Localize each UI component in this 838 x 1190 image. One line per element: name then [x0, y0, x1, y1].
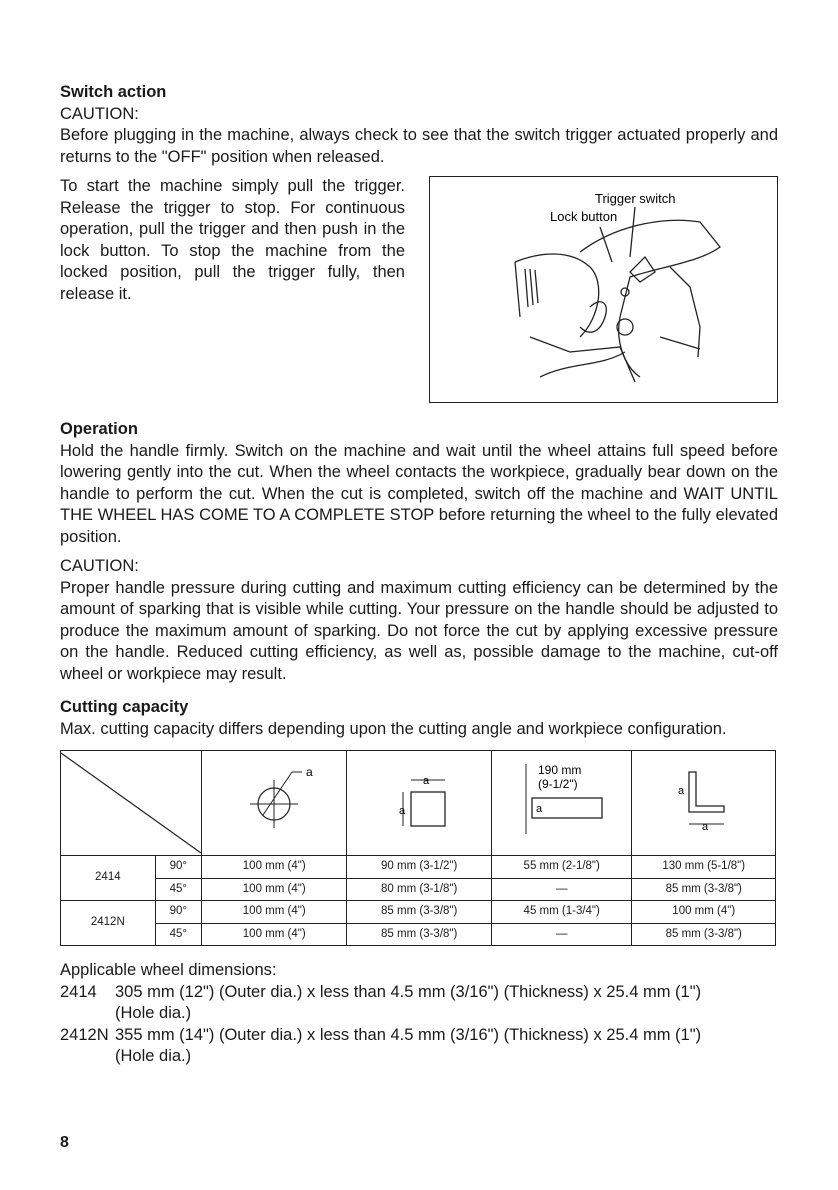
capacity-table — [60, 750, 776, 946]
round-workpiece-icon — [214, 754, 334, 844]
table-row: 45° 100 mm (4") 80 mm (3-1/8") — 85 mm (3-3/8") — [61, 878, 776, 901]
table-row: 2412N 90° 100 mm (4") 85 mm (3-3/8") 45 mm (1-3/4") 100 mm (4") — [61, 901, 776, 924]
operation-body: Hold the handle firmly. Switch on the machine and wait until the wheel attains full speed before lowering gently into the cut. When the wheel contacts the workpiece, gradually bear down on the handle to perform the cut. When the cut is completed, switch off the machine and WAIT UNTIL THE WHEEL HAS COME TO A COMPLETE STOP before returning the wheel to the fully elevated position. — [60, 441, 778, 546]
svg-text:a: a — [677, 784, 684, 797]
angle-workpiece-icon — [644, 754, 764, 844]
page-number: 8 — [60, 1134, 69, 1151]
model-cell: 2412N — [61, 901, 156, 946]
capacity-heading: Cutting capacity — [60, 698, 189, 716]
operation-heading: Operation — [60, 420, 138, 438]
switch-body: To start the machine simply pull the trigger. Release the trigger to stop. For continuous operation, pull the trigger and then push in the lock button. To stop the machine from the locked position, pull the trigger fully, then release it. — [60, 177, 405, 303]
operation-caution-text: Proper handle pressure during cutting and maximum cutting efficiency can be determined by the amount of sparking that is visible while cutting. Your pressure on the handle should be adjusted to produce the maximum amount of sparking. Do not force the cut by applying excessive pressure on the handle. Reduced cutting efficiency, as well as, possible damage to the machine, cut-off wheel or workpiece may result. — [60, 578, 778, 683]
wheel-item-cont: (Hole dia.) — [115, 1004, 192, 1022]
tool-illustration — [430, 177, 777, 402]
switch-section — [60, 176, 778, 411]
rect-workpiece-cell — [491, 751, 632, 856]
svg-text:a: a — [423, 774, 430, 787]
model-cell: 2414 — [61, 856, 156, 901]
square-workpiece-icon — [359, 754, 479, 844]
trigger-switch-label: Trigger switch — [595, 191, 676, 206]
rect-workpiece-icon — [502, 754, 622, 844]
manual-page — [60, 82, 778, 1068]
corner-cell — [61, 751, 202, 856]
wheel-dimensions-intro: Applicable wheel dimensions: — [60, 961, 277, 979]
svg-text:a: a — [306, 764, 313, 779]
switch-caution-text: Before plugging in the machine, always check to see that the switch trigger actuated properly and returns to the "OFF" position when released. — [60, 126, 778, 166]
round-workpiece-cell — [202, 751, 347, 856]
square-workpiece-cell — [347, 751, 491, 856]
wheel-item: 2414 305 mm (12") (Outer dia.) x less than 4.5 mm (3/16") (Thickness) x 25.4 mm (1") — [60, 982, 702, 1001]
switch-figure — [429, 176, 778, 403]
svg-text:a: a — [535, 802, 542, 815]
svg-text:(9-1/2"): (9-1/2") — [537, 776, 578, 791]
lock-button-label: Lock button — [550, 209, 618, 224]
wheel-item: 2412N 355 mm (14") (Outer dia.) x less than 4.5 mm (3/16") (Thickness) x 25.4 mm (1") — [60, 1025, 702, 1044]
table-row: 2414 90° 100 mm (4") 90 mm (3-1/2") 55 mm (2-1/8") 130 mm (5-1/8") — [61, 856, 776, 879]
operation-caution-label: CAUTION: — [60, 557, 139, 575]
svg-text:a: a — [399, 804, 406, 817]
capacity-body: Max. cutting capacity differs depending upon the cutting angle and workpiece configuration. — [60, 719, 727, 738]
switch-heading: Switch action — [60, 83, 167, 101]
table-header-row — [61, 751, 776, 856]
switch-caution-label: CAUTION: — [60, 104, 139, 123]
table-row: 45° 100 mm (4") 85 mm (3-3/8") — 85 mm (3-3/8") — [61, 923, 776, 946]
angle-workpiece-cell — [632, 751, 776, 856]
svg-text:a: a — [701, 820, 708, 833]
svg-text:190 mm: 190 mm — [537, 762, 582, 777]
wheel-item-cont: (Hole dia.) — [115, 1047, 192, 1065]
